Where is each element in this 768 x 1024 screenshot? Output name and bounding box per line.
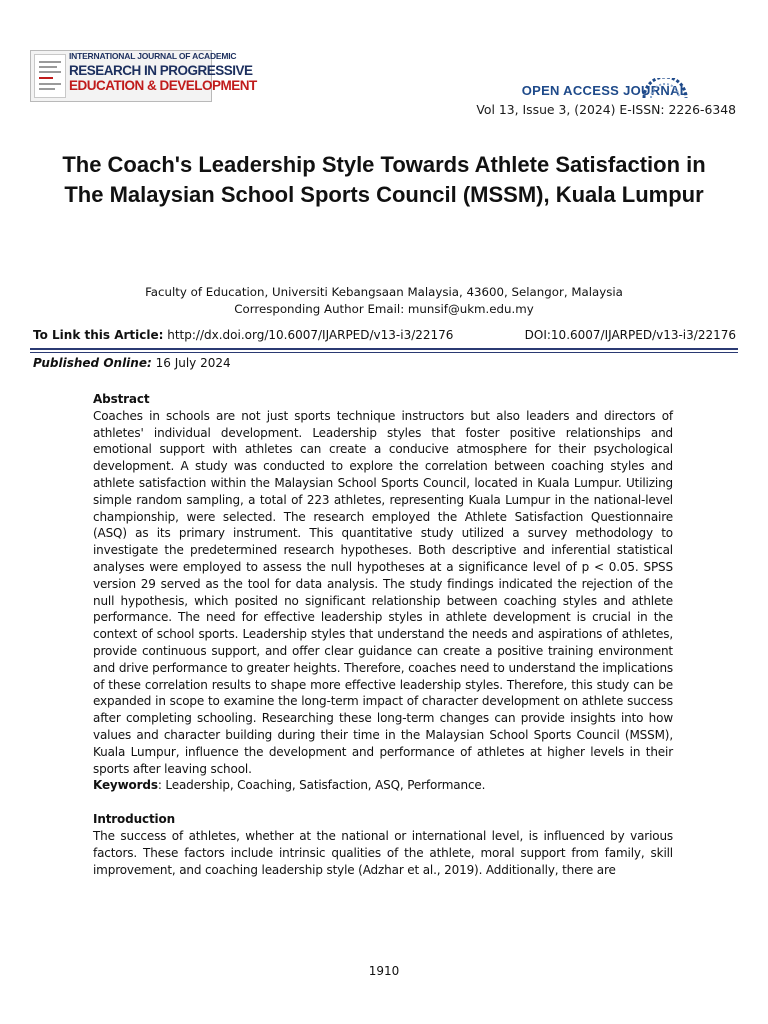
article-body — [93, 391, 673, 878]
published-online — [33, 356, 231, 370]
abstract-text: Coaches in schools are not just sports technique instructors but also leaders and directors of athletes' individual development. Leadership styles that foster positive relationships and emotional support with athletes can create a conducive atmosphere for their psychological development. A study was conducted to explore the correlation between coaching styles and athlete satisfaction within the Malaysian School Sports Council, located in Kuala Lumpur. Utilizing simple random sampling, a total of 223 athletes, representing Kuala Lumpur in the national-level championship, were selected. The research employed the Athlete Satisfaction Questionnaire (ASQ) as its primary instrument. This quantitative study utilized a survey methodology to investigate the predetermined research hypotheses. Both descriptive and inferential statistical analyses were employed to assess the null hypotheses at a significance level of p < 0.05. SPSS version 29 served as the tool for data analysis. The study findings indicated the rejection of the null hypothesis, which posited no significant relationship between coaching styles and athlete performance. The need for effective leadership styles in athlete development is crucial in the context of school sports. Leadership styles that understand the needs and aspirations of athletes, provide continuous support, and offer clear guidance can create a positive training environment and drive performance to greater heights. Therefore, coaches need to understand the implications of these correlation results to shape more effective leadership styles. Therefore, this study can be expanded in scope to examine the long-term impact of character development on athlete success after completing schooling. Researching these long-term changes can provide insights into how values and character building during their time in the Malaysian School Sports Council (MSSM), Kuala Lumpur, influence the development and performance of athletes at higher levels in their sports after leaving school. — [93, 408, 673, 776]
logo-line-2: RESEARCH IN PROGRESSIVE — [69, 62, 253, 78]
doi[interactable]: DOI:10.6007/IJARPED/v13-i3/22176 — [524, 328, 736, 342]
volume-info: Vol 13, Issue 3, (2024) E-ISSN: 2226-6348 — [476, 102, 736, 117]
keywords-list: : Leadership, Coaching, Satisfaction, ASQ, Performance. — [157, 778, 486, 793]
open-access-label: OPEN ACCESS JOURNAL — [521, 83, 688, 98]
article-link-row — [33, 328, 736, 342]
article-title: The Coach's Leadership Style Towards Athlete Satisfaction in The Malaysian School Sports Council (MSSM), Kuala Lumpur — [62, 152, 706, 207]
open-access-arc-icon — [640, 78, 690, 100]
logo-line-1: INTERNATIONAL JOURNAL OF ACADEMIC — [69, 51, 237, 61]
corresponding-author: Corresponding Author Email: munsif@ukm.edu.my — [234, 302, 534, 316]
journal-logo — [30, 50, 257, 102]
journal-cover-thumbnail — [34, 54, 66, 98]
affiliation-block — [40, 284, 728, 318]
article-link[interactable]: http://dx.doi.org/10.6007/IJARPED/v13-i3/22176 — [167, 328, 454, 342]
keywords — [93, 777, 673, 794]
published-label: Published Online: — [33, 356, 152, 370]
introduction-heading: Introduction — [93, 812, 175, 827]
header-rule-thick — [30, 348, 738, 350]
keywords-label: Keywords — [93, 778, 158, 793]
header-rule-thin — [30, 352, 738, 353]
page-number: 1910 — [368, 964, 400, 978]
link-label: To Link this Article: — [33, 328, 164, 342]
introduction-text: The success of athletes, whether at the national or international level, is influenced by various factors. These factors include intrinsic qualities of the athlete, moral support from family, skill improvement, and coaching leadership style (Adzhar et al., 2019). Additionally, there are — [93, 828, 673, 877]
abstract-heading: Abstract — [93, 392, 150, 406]
logo-line-3: EDUCATION & DEVELOPMENT — [69, 78, 257, 93]
published-date: 16 July 2024 — [155, 356, 231, 370]
affiliation: Faculty of Education, Universiti Kebangsaan Malaysia, 43600, Selangor, Malaysia — [145, 285, 623, 299]
